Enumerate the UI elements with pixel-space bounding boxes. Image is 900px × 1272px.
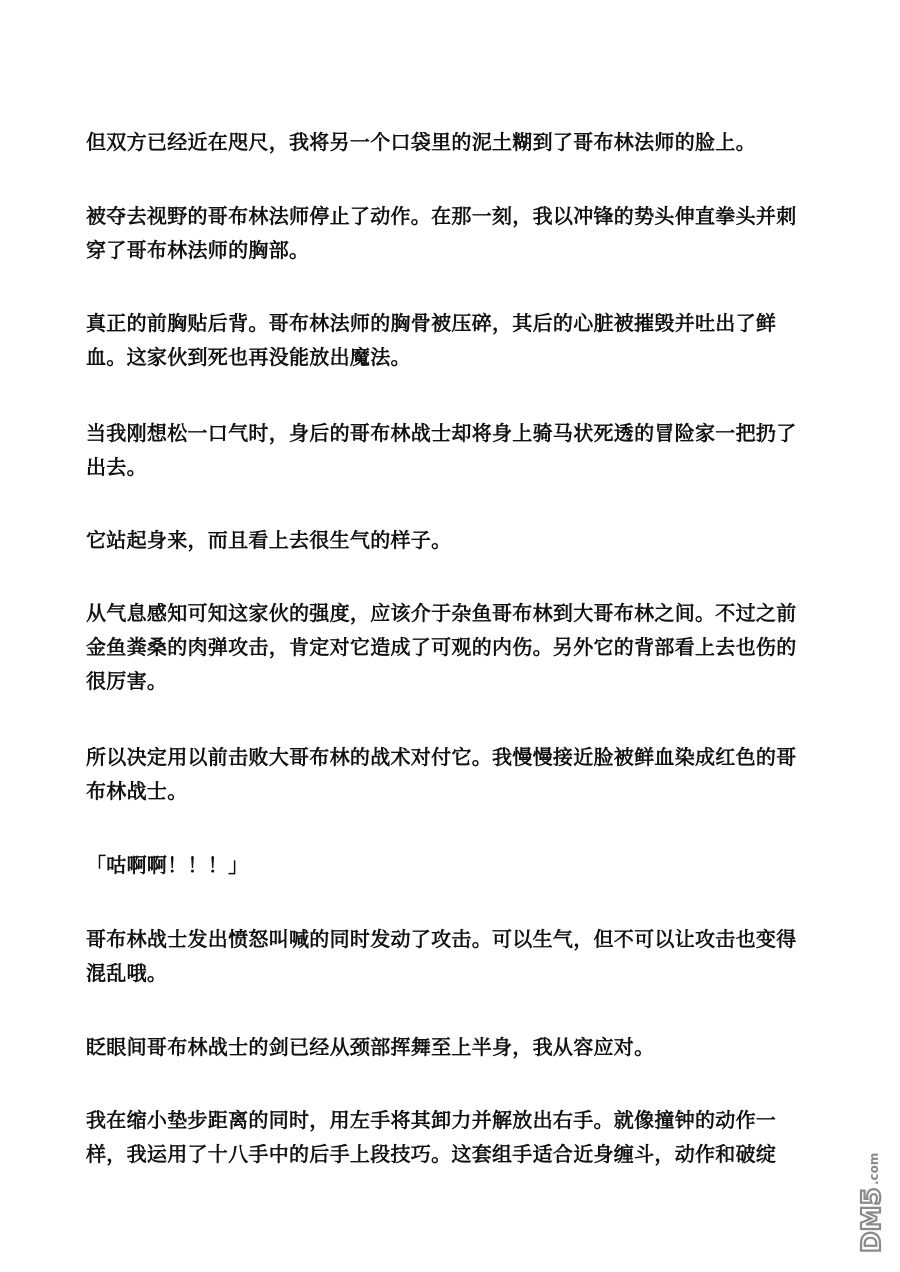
- svg-text:DM5: DM5: [857, 1187, 887, 1253]
- paragraph-7: 所以决定用以前击败大哥布林的战术对付它。我慢慢接近脸被鲜血染成红色的哥布林战士。: [86, 745, 797, 803]
- paragraph-8: 「咕啊啊！！！」: [86, 853, 249, 877]
- paragraph-11: 我在缩小垫步距离的同时，用左手将其卸力并解放出右手。就像撞钟的动作一样，我运用了十八手中的后手上段技巧。这套组手适合近身缠斗，动作和破绽: [86, 1108, 777, 1166]
- paragraph-2: 被夺去视野的哥布林法师停止了动作。在那一刻，我以冲锋的势头伸直拳头并刺穿了哥布林法师的胸部。: [86, 204, 797, 262]
- paragraph-4: 当我刚想松一口气时，身后的哥布林战士却将身上骑马状死透的冒险家一把扔了出去。: [86, 421, 797, 479]
- paragraph-1: 但双方已经近在咫尺，我将另一个口袋里的泥土糊到了哥布林法师的脸上。: [86, 130, 756, 154]
- paragraph-9: 哥布林战士发出愤怒叫喊的同时发动了攻击。可以生气，但不可以让攻击也变得混乱哦。: [86, 927, 797, 985]
- paragraph-3: 真正的前胸贴后背。哥布林法师的胸骨被压碎，其后的心脏被摧毁并吐出了鲜血。这家伙到死也再没能放出魔法。: [86, 311, 777, 369]
- paragraph-5: 它站起身来，而且看上去很生气的样子。: [86, 528, 452, 552]
- dm5-watermark-logo: [850, 1125, 890, 1255]
- paragraph-10: 眨眼间哥布林战士的剑已经从颈部挥舞至上半身，我从容应对。: [86, 1035, 655, 1059]
- paragraph-6: 从气息感知可知这家伙的强度，应该介于杂鱼哥布林到大哥布林之间。不过之前金鱼粪桑的肉弹攻击，肯定对它造成了可观的内伤。另外它的背部看上去也伤的很厉害。: [86, 601, 797, 693]
- svg-text:.com: .com: [867, 1152, 881, 1185]
